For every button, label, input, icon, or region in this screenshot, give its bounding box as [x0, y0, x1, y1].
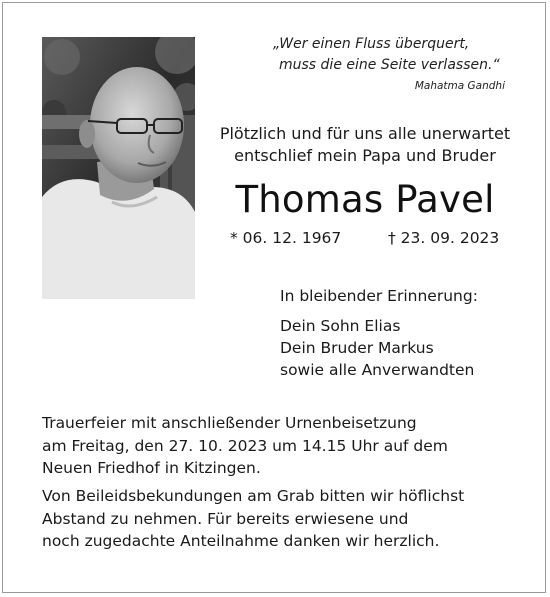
- closing-line: Abstand zu nehmen. Für bereits erwiesene und: [42, 509, 409, 528]
- death-date: † 23. 09. 2023: [388, 229, 500, 247]
- intro-line: Plötzlich und für uns alle unerwartet: [219, 124, 511, 143]
- mourner-entry: Dein Bruder Markus: [280, 339, 434, 357]
- birth-date: * 06. 12. 1967: [230, 229, 342, 247]
- funeral-line: am Freitag, den 27. 10. 2023 um 14.15 Uhr auf dem: [42, 436, 448, 455]
- funeral-details: [42, 412, 512, 480]
- closing-line: Von Beileidsbekundungen am Grab bitten wir höflichst: [42, 487, 465, 505]
- mourner-entry: sowie alle Anverwandten: [280, 361, 475, 379]
- remembrance-block: [280, 285, 478, 381]
- funeral-line: Trauerfeier mit anschließender Urnenbeisetzung: [42, 414, 417, 432]
- remembrance-heading: In bleibender Erinnerung:: [280, 287, 478, 305]
- quote-line: muss die eine Seite verlassen.“: [279, 57, 500, 73]
- quote-line: „Wer einen Fluss überquert,: [273, 36, 470, 52]
- quote-author: Mahatma Gandhi: [414, 80, 505, 92]
- quote-block: [240, 34, 505, 94]
- funeral-line: Neuen Friedhof in Kitzingen.: [42, 459, 261, 477]
- closing-note: [42, 485, 512, 553]
- closing-line: noch zugedachte Anteilnahme danken wir herzlich.: [42, 532, 440, 550]
- intro-text: [210, 123, 520, 167]
- mourner-entry: Dein Sohn Elias: [280, 317, 401, 335]
- portrait-photo: [42, 37, 195, 299]
- deceased-name: Thomas Pavel: [235, 178, 495, 221]
- intro-line: entschlief mein Papa und Bruder: [234, 146, 496, 165]
